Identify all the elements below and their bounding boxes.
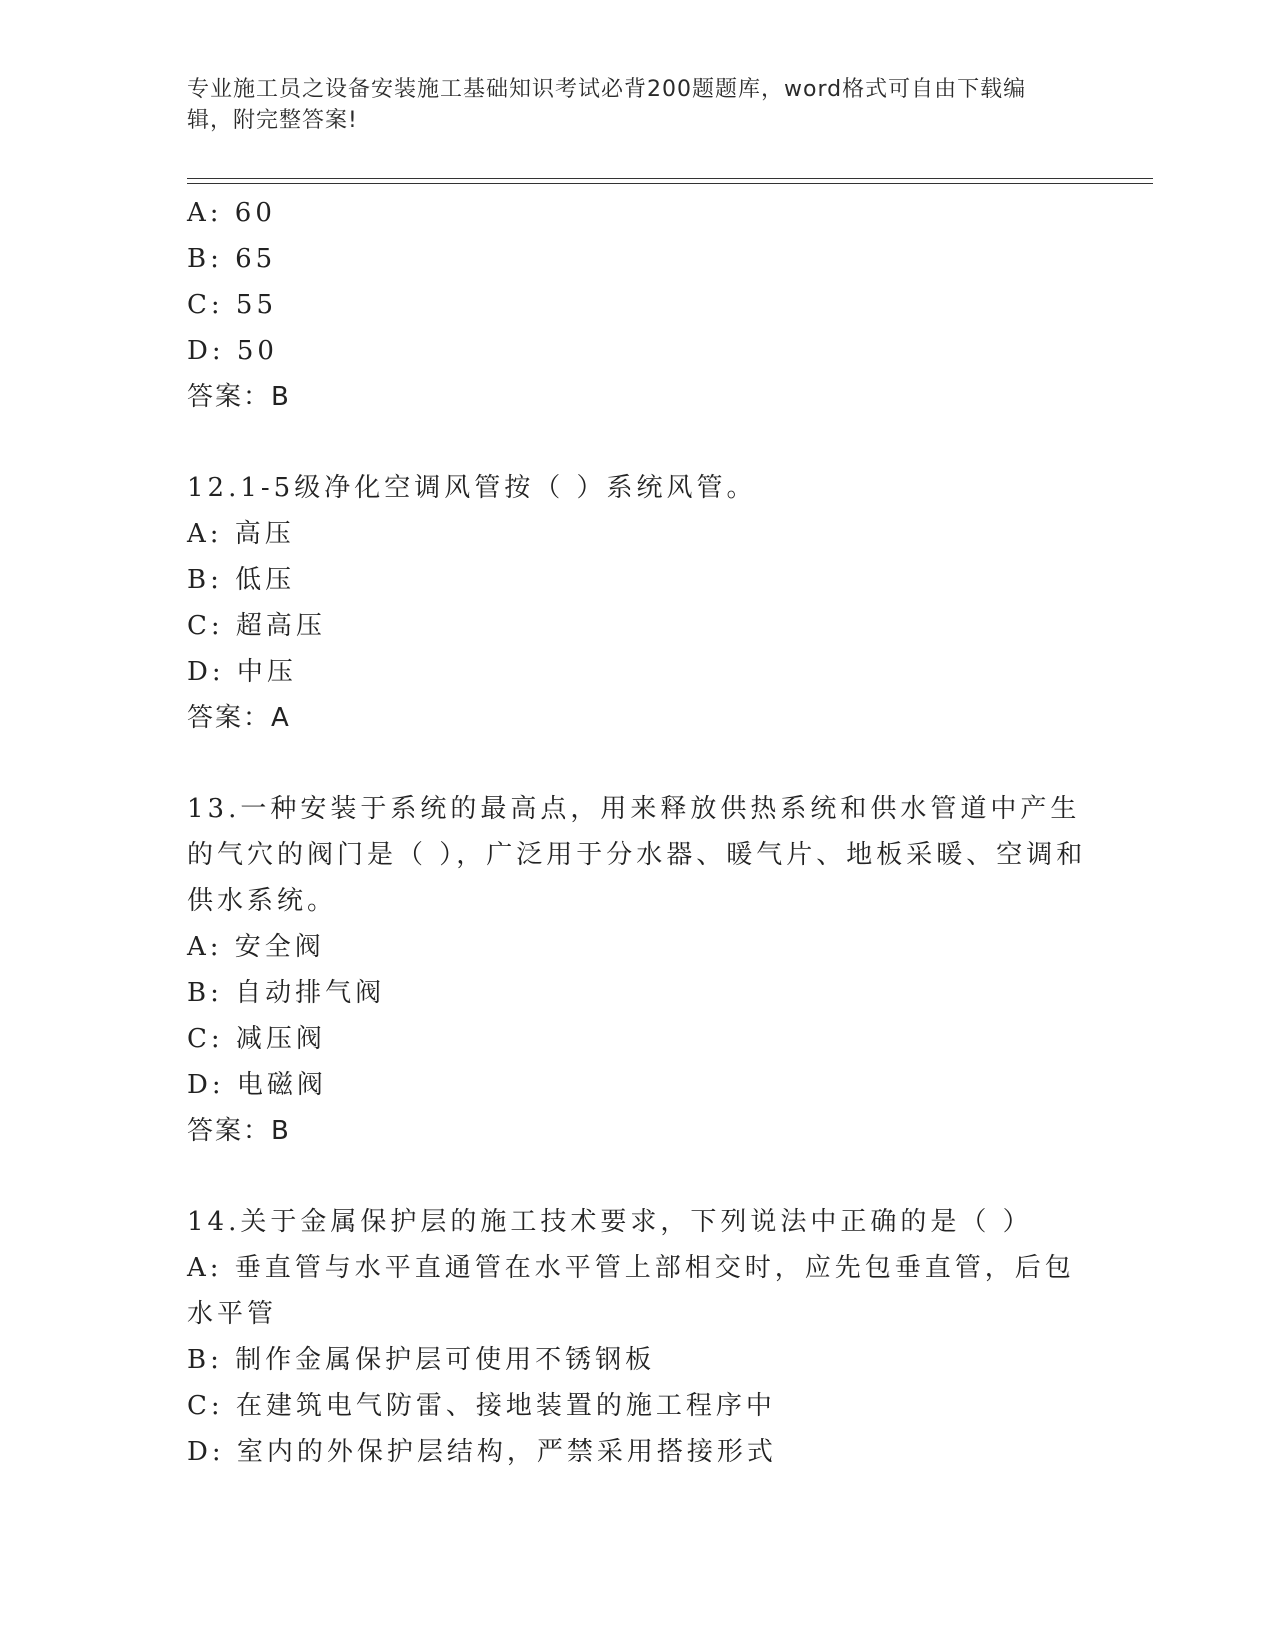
option-a: A: 安全阀 (187, 932, 325, 962)
option-a: A: 60 (187, 198, 276, 228)
option-d: D: 电磁阀 (187, 1070, 327, 1100)
option-c: C: 超高压 (187, 611, 326, 641)
question-12 (187, 465, 1087, 741)
question-11-tail (187, 190, 1087, 420)
question-text: 13.一种安装于系统的最高点，用来释放供热系统和供水管道中产生的气穴的阀门是（ ），广泛用于分水器、暖气片、地板采暖、空调和供水系统。 (187, 794, 1087, 916)
answer-line: 答案：B (187, 382, 291, 412)
option-a: A: 垂直管与水平直通管在水平管上部相交时，应先包垂直管，后包水平管 (187, 1253, 1075, 1329)
header-divider-top (187, 178, 1153, 179)
document-body (187, 190, 1087, 1475)
option-c: C: 减压阀 (187, 1024, 326, 1054)
document-header: 专业施工员之设备安装施工基础知识考试必背200题题库，word格式可自由下载编辑，附完整答案! (187, 77, 1027, 133)
question-text: 12.1-5级净化空调风管按（ ）系统风管。 (187, 473, 757, 503)
option-d: D: 50 (187, 336, 278, 366)
question-text: 14.关于金属保护层的施工技术要求，下列说法中正确的是（ ） (187, 1207, 1033, 1237)
option-b: B: 65 (187, 244, 277, 274)
option-b: B: 低压 (187, 565, 296, 595)
option-d: D: 室内的外保护层结构，严禁采用搭接形式 (187, 1437, 777, 1467)
option-d: D: 中压 (187, 657, 297, 687)
option-b: B: 制作金属保护层可使用不锈钢板 (187, 1345, 656, 1375)
option-c: C: 在建筑电气防雷、接地装置的施工程序中 (187, 1391, 776, 1421)
answer-line: 答案：A (187, 703, 291, 733)
question-13 (187, 786, 1087, 1154)
header-divider-bottom (187, 183, 1153, 184)
question-14 (187, 1199, 1087, 1475)
option-b: B: 自动排气阀 (187, 978, 386, 1008)
answer-line: 答案：B (187, 1116, 291, 1146)
option-c: C: 55 (187, 290, 278, 320)
option-a: A: 高压 (187, 519, 295, 549)
